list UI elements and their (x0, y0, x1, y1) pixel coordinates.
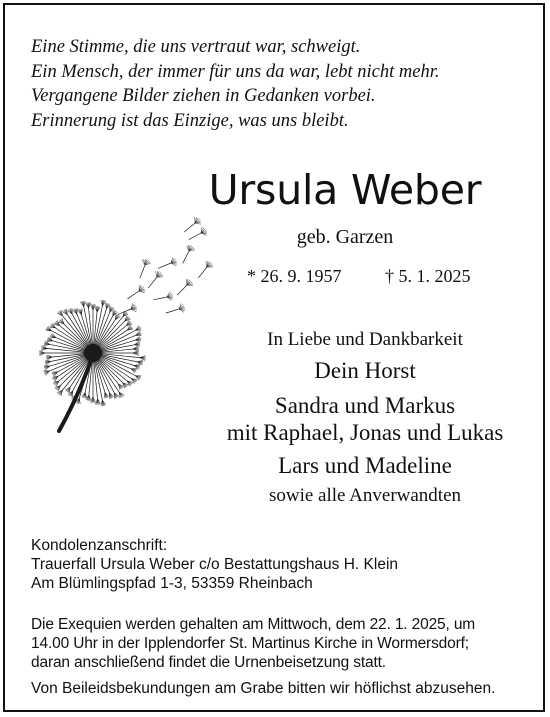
exequies-line: 14.00 Uhr in der Ipplendorfer St. Martinus Kirche in Wormersdorf; (31, 635, 469, 652)
closing-note: Von Beileidsbekundungen am Grabe bitten wir höflichst abzusehen. (31, 680, 496, 697)
condolence-line: Am Blümlingspfad 1-3, 53359 Rheinbach (31, 575, 313, 592)
condolence-heading: Kondolenzanschrift: (31, 537, 168, 554)
mourners (185, 327, 545, 509)
birth-date: * 26. 9. 1957 (247, 266, 342, 286)
poem-line: Ein Mensch, der immer für uns da war, lebt nicht mehr. (31, 61, 440, 82)
exequies-line: daran anschließend findet die Urnenbeisetzung statt. (31, 654, 386, 671)
exequies-notice (31, 615, 531, 672)
death-date: † 5. 1. 2025 (385, 266, 471, 286)
mourner-family: Sandra und Markus (274, 393, 456, 418)
exequies-line: Die Exequien werden gehalten am Mittwoch, dem 22. 1. 2025, um (31, 616, 476, 633)
poem-line: Erinnerung ist das Einzige, was uns bleibt. (31, 110, 349, 131)
mourner-family-children: mit Raphael, Jonas und Lukas (226, 420, 504, 445)
condolence-line: Trauerfall Ursula Weber c/o Bestattungshaus H. Klein (31, 556, 399, 573)
mourner-spouse: Dein Horst (314, 358, 416, 383)
condolence-address (31, 536, 531, 593)
maiden-name: geb. Garzen (296, 226, 394, 248)
mourner-family: Lars und Madeline (278, 453, 452, 478)
deceased-name: Ursula Weber (208, 166, 482, 214)
mourners-others: sowie alle Anverwandten (268, 485, 462, 506)
poem-line: Eine Stimme, die uns vertraut war, schweigt. (31, 37, 361, 57)
obituary-card (3, 3, 545, 712)
poem (31, 35, 531, 133)
mourners-intro: In Liebe und Dankbarkeit (267, 329, 463, 350)
poem-line: Vergangene Bilder ziehen in Gedanken vorbei. (31, 86, 376, 106)
